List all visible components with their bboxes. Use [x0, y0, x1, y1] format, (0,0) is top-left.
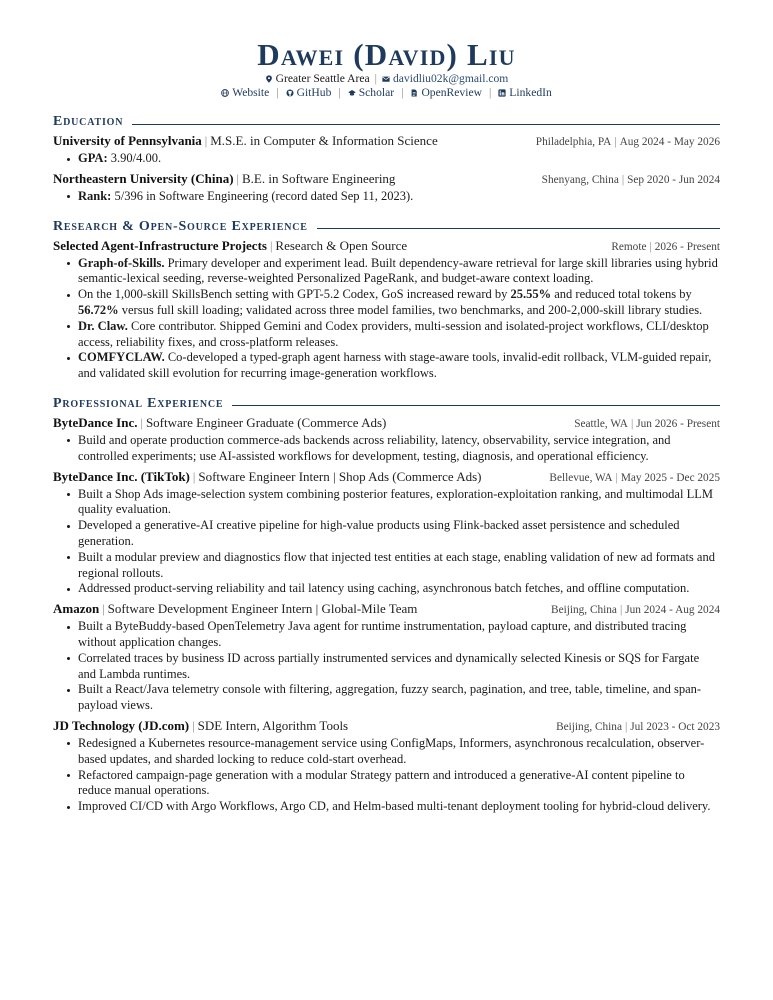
list-item: Rank: 5/396 in Software Engineering (record dated Sep 11, 2023). — [78, 189, 720, 205]
list-item: Addressed product-serving reliability and tail latency using caching, asynchronous batch fetches, and offline computation. — [78, 581, 720, 597]
entry-role: Software Engineer Intern | Shop Ads (Commerce Ads) — [198, 468, 482, 484]
entry-role: Research & Open Source — [275, 237, 408, 253]
list-item: Correlated traces by business ID across partially instrumented services and dynamically selected Kinesis or SQS for Fargate and Lambda runtimes. — [78, 651, 720, 683]
entry-dates: Jun 2026 - Present — [636, 417, 720, 430]
website-link[interactable]: Website — [221, 86, 269, 99]
entry-org: University of Pennsylvania — [53, 133, 202, 148]
experience-entry: Amazon | Software Development Engineer Intern | Global-Mile Team Beijing, China | Jun 2024 - Aug 2024 Built a ByteBuddy-based OpenTelemetry Java agent for runtime instrumentation, payload capture, and distributed tracing without application changes. Correlated traces by business ID across partially instrumented services and dynamically selected Kinesis or SQS for Fargate and Lambda runtimes. Built a React/Java telemetry console with filtering, aggregation, fuzzy search, pagination, and tree, table, timeline, and span-payload views. — [53, 601, 720, 713]
list-item: Built a ByteBuddy-based OpenTelemetry Java agent for runtime instrumentation, payload capture, and distributed tracing without application changes. — [78, 619, 720, 651]
document-icon — [410, 89, 418, 97]
list-item: Built a modular preview and diagnostics flow that injected test entities at each stage, enabling validation of new ad formats and regional rollouts. — [78, 550, 720, 582]
list-item: COMFYCLAW. Co-developed a typed-graph agent harness with stage-aware tools, invalid-edit rollback, VLM-guided repair, and validated skill evolution for recurring image-generation workflows. — [78, 350, 720, 382]
entry-role: B.E. in Software Engineering — [242, 170, 396, 186]
entry-org: Northeastern University (China) — [53, 170, 234, 186]
entry-org: Amazon — [53, 601, 100, 617]
entry-location: Seattle, WA — [574, 417, 628, 430]
linkedin-icon — [498, 89, 506, 97]
list-item: GPA: 3.90/4.00. — [78, 151, 720, 167]
profile-links: Website | GitHub | Scholar | OpenReview | LinkedIn — [53, 85, 720, 100]
section-title: Research & Open-Source Experience — [53, 218, 308, 234]
contact-line: Greater Seattle Area | davidliu02k@gmail.com — [53, 72, 720, 85]
entry-location: Beijing, China — [551, 604, 617, 617]
entry-org: ByteDance Inc. — [53, 414, 138, 430]
entry-org: Selected Agent-Infrastructure Projects — [53, 237, 267, 253]
list-item: Developed a generative-AI creative pipeline for high-value products using Flink-backed asset persistence and scheduled generation. — [78, 518, 720, 550]
entry-location: Beijing, China — [556, 720, 622, 733]
education-entry: University of Pennsylvania | M.S.E. in Computer & Information Science Philadelphia, PA | Aug 2024 - May 2026 GPA: 3.90/4.00. — [53, 133, 720, 165]
experience-entry: ByteDance Inc. (TikTok) | Software Engineer Intern | Shop Ads (Commerce Ads) Bellevue, WA | May 2025 - Dec 2025 Built a Shop Ads image-selection system combining posterior features, exploration-exploitation ranking, and multimodal LLM quality evaluation. Developed a generative-AI creative pipeline for high-value products using Flink-backed asset persistence and scheduled generation. Built a modular preview and diagnostics flow that injected test entities at each stage, enabling validation of new ad formats and regional rollouts. Addressed product-serving reliability and tail latency using caching, asynchronous batch fetches, and offline computation. — [53, 468, 720, 596]
section-rule — [232, 405, 720, 406]
entry-dates: May 2025 - Dec 2025 — [620, 471, 720, 484]
list-item: Built a Shop Ads image-selection system combining posterior features, exploration-exploitation ranking, and multimodal LLM quality evaluation. — [78, 487, 720, 519]
education-entry: Northeastern University (China) | B.E. in Software Engineering Shenyang, China | Sep 2020 - Jun 2024 Rank: 5/396 in Software Engineering (record dated Sep 11, 2023). — [53, 170, 720, 203]
list-item: Refactored campaign-page generation with a modular Strategy pattern and introduced a generative-AI content pipeline to reduce manual operations. — [78, 768, 720, 800]
entry-dates: Jun 2024 - Aug 2024 — [625, 604, 720, 617]
scholar-icon — [348, 89, 356, 97]
entry-role: Software Engineer Graduate (Commerce Ads) — [145, 414, 387, 430]
section-header-professional — [53, 396, 720, 412]
list-item: Build and operate production commerce-ads backends across reliability, latency, observability, service integration, and controlled experiments; use AI-assisted workflows for development, testing, diagnosis, and operational efficiency. — [78, 433, 720, 465]
entry-org: ByteDance Inc. (TikTok) — [53, 468, 190, 484]
section-header-research — [53, 219, 720, 235]
entry-role: M.S.E. in Computer & Information Science — [210, 133, 438, 148]
envelope-icon — [382, 75, 390, 83]
research-entry: Selected Agent-Infrastructure Projects | Research & Open Source Remote | 2026 - Present Graph-of-Skills. Primary developer and experiment lead. Built dependency-aware retrieval for large skill libraries using hybrid semantic-lexical seeding, reverse-weighted Personalized PageRank, and budget-aware context loading. On the 1,000-skill SkillsBench setting with GPT-5.2 Codex, GoS increased reward by 25.55% and reduced total tokens by 56.72% versus full skill loading; validated across three model families, two benchmarks, and 200-2,000-skill library studies. Dr. Claw. Core contributor. Shipped Gemini and Codex providers, multi-session and isolated-project workflows, CLI/desktop access, reliability fixes, and cross-platform releases. COMFYCLAW. Co-developed a typed-graph agent harness with stage-aware tools, invalid-edit rollback, VLM-guided repair, and validated skill evolution for recurring image-generation workflows. — [53, 237, 720, 381]
entry-location: Remote — [611, 240, 647, 253]
list-item: Dr. Claw. Core contributor. Shipped Gemini and Codex providers, multi-session and isolated-project workflows, CLI/desktop access, reliability fixes, and cross-platform releases. — [78, 319, 720, 351]
entry-location: Shenyang, China — [541, 173, 619, 186]
list-item: On the 1,000-skill SkillsBench setting with GPT-5.2 Codex, GoS increased reward by 25.55% and reduced total tokens by 56.72% versus full skill loading; validated across three model families, two benchmarks, and 200-2,000-skill library studies. — [78, 287, 720, 319]
entry-dates: Sep 2020 - Jun 2024 — [627, 173, 720, 186]
section-header-education — [53, 114, 720, 130]
scholar-link[interactable]: Scholar — [348, 86, 394, 99]
section-rule — [317, 228, 720, 229]
resume-page — [53, 38, 720, 815]
entry-dates: Aug 2024 - May 2026 — [619, 136, 720, 148]
section-title: Professional Experience — [53, 395, 224, 411]
github-icon — [286, 89, 294, 97]
list-item: Redesigned a Kubernetes resource-management service using ConfigMaps, Informers, asynchronous recalculation, observer-based updates, and sharded locking to reduce cold-start overhead. — [78, 736, 720, 768]
entry-location: Bellevue, WA — [549, 471, 613, 484]
entry-org: JD Technology (JD.com) — [53, 717, 190, 733]
email-link[interactable]: davidliu02k@gmail.com — [392, 72, 509, 85]
entry-location: Philadelphia, PA — [535, 136, 612, 148]
list-item: Improved CI/CD with Argo Workflows, Argo CD, and Helm-based multi-tenant deployment tooling for hybrid-cloud delivery. — [78, 799, 720, 815]
linkedin-link[interactable]: LinkedIn — [498, 86, 552, 99]
location-pin-icon — [265, 75, 273, 83]
experience-entry: ByteDance Inc. | Software Engineer Graduate (Commerce Ads) Seattle, WA | Jun 2026 - Present Build and operate production commerce-ads backends across reliability, latency, observability, service integration, and controlled experiments; use AI-assisted workflows for development, testing, diagnosis, and operational efficiency. — [53, 414, 720, 463]
entry-role: SDE Intern, Algorithm Tools — [197, 717, 349, 733]
entry-dates: Jul 2023 - Oct 2023 — [630, 720, 720, 733]
list-item: Graph-of-Skills. Primary developer and experiment lead. Built dependency-aware retrieval for large skill libraries using hybrid semantic-lexical seeding, reverse-weighted Personalized PageRank, and budget-aware context loading. — [78, 256, 720, 288]
openreview-link[interactable]: OpenReview — [410, 86, 482, 99]
location-text: Greater Seattle Area — [275, 72, 370, 85]
entry-role: Software Development Engineer Intern | Global-Mile Team — [107, 601, 418, 617]
github-link[interactable]: GitHub — [286, 86, 332, 99]
candidate-name: Dawei (David) Liu — [257, 37, 516, 72]
section-title: Education — [53, 114, 124, 129]
experience-entry: JD Technology (JD.com) | SDE Intern, Algorithm Tools Beijing, China | Jul 2023 - Oct 2023 Redesigned a Kubernetes resource-management service using ConfigMaps, Informers, asynchronous recalculation, observer-based updates, and sharded locking to reduce cold-start overhead. Refactored campaign-page generation with a modular Strategy pattern and introduced a generative-AI content pipeline to reduce manual operations. Improved CI/CD with Argo Workflows, Argo CD, and Helm-based multi-tenant deployment tooling for hybrid-cloud delivery. — [53, 717, 720, 814]
list-item: Built a React/Java telemetry console with filtering, aggregation, fuzzy search, pagination, and tree, table, timeline, and span-payload views. — [78, 682, 720, 714]
entry-dates: 2026 - Present — [654, 240, 720, 253]
globe-icon — [221, 89, 229, 97]
section-rule — [132, 124, 720, 125]
